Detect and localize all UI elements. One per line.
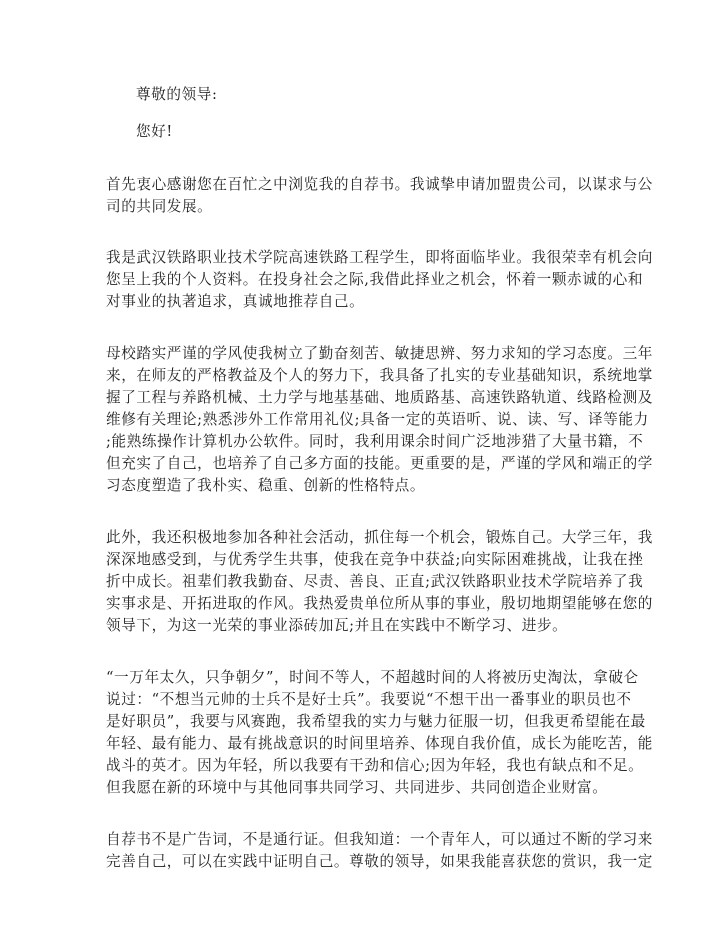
paragraph-line: 习态度塑造了我朴实、稳重、创新的性格特点。 [106, 477, 426, 494]
paragraph-line: 维修有关理论;熟悉涉外工作常用礼仪;具备一定的英语听、说、读、写、译等能力 [106, 411, 649, 428]
paragraph-line: 领导下，为这一光荣的事业添砖加瓦;并且在实践中不断学习、进步。 [106, 617, 568, 634]
paragraph-line: 您呈上我的个人资料。在投身社会之际,我借此择业之机会，怀着一颗赤诚的心和 [106, 271, 644, 288]
paragraph-line: 此外，我还积极地参加各种社会活动，抓住每一个机会，锻炼自己。大学三年，我 [106, 529, 653, 546]
paragraph-line: 对事业的执著追求，真诚地推荐自己。 [106, 293, 365, 310]
paragraph-line: 实事求是、开拓进取的作风。我热爱贵单位所从事的事业，殷切地期望能够在您的 [106, 595, 653, 612]
paragraph-line: 自荐书不是广告词，不是通行证。但我知道：一个青年人，可以通过不断的学习来 [106, 831, 653, 848]
paragraph-line: 我是武汉铁路职业技术学院高速铁路工程学生，即将面临毕业。我很荣幸有机会向 [106, 249, 653, 266]
paragraph-line: 深深地感受到，与优秀学生共事，使我在竞争中获益;向实际困难挑战，让我在挫 [106, 551, 644, 568]
paragraph-line: 司的共同发展。 [106, 198, 213, 215]
paragraph-line: 握了工程与养路机械、土力学与地基基础、地质路基、高速铁路轨道、线路检测及 [106, 389, 653, 406]
greeting: 您好! [136, 123, 173, 140]
paragraph-line: 年轻、最有能力、最有挑战意识的时间里培养、体现自我价值，成长为能吃苦，能 [106, 735, 653, 752]
paragraph-line: 说过：“不想当元帅的士兵不是好士兵”。我要说“不想干出一番事业的职员也不 [106, 691, 632, 708]
paragraph-line: 但我愿在新的环境中与其他同事共同学习、共同进步、共同创造企业财富。 [106, 779, 608, 796]
salutation: 尊敬的领导: [136, 86, 218, 103]
paragraph-line: 来，在师友的严格教益及个人的努力下，我具备了扎实的专业基础知识，系统地掌 [106, 367, 653, 384]
paragraph-line: 战斗的英才。因为年轻，所以我要有干劲和信心;因为年轻，我也有缺点和不足。 [106, 757, 644, 774]
paragraph-line: 完善自己，可以在实践中证明自己。尊敬的领导，如果我能喜获您的赏识，我一定 [106, 853, 653, 870]
paragraph-line: 母校踏实严谨的学风使我树立了勤奋刻苦、敏捷思辨、努力求知的学习态度。三年 [106, 345, 653, 362]
paragraph-line: 首先衷心感谢您在百忙之中浏览我的自荐书。我诚挚申请加盟贵公司，以谋求与公 [106, 176, 653, 193]
paragraph-line: 折中成长。祖辈们教我勤奋、尽责、善良、正直;武汉铁路职业技术学院培养了我 [106, 573, 644, 590]
paragraph-line: 但充实了自己，也培养了自己多方面的技能。更重要的是，严谨的学风和端正的学 [106, 455, 653, 472]
paragraph-line: 是好职员”，我要与风赛跑，我希望我的实力与魅力征服一切，但我更希望能在最 [106, 713, 646, 730]
paragraph-line: ;能熟练操作计算机办公软件。同时，我利用课余时间广泛地涉猎了大量书籍，不 [106, 433, 644, 450]
paragraph-line: “一万年太久，只争朝夕”，时间不等人，不超越时间的人将被历史淘汰，拿破仑 [106, 669, 639, 686]
